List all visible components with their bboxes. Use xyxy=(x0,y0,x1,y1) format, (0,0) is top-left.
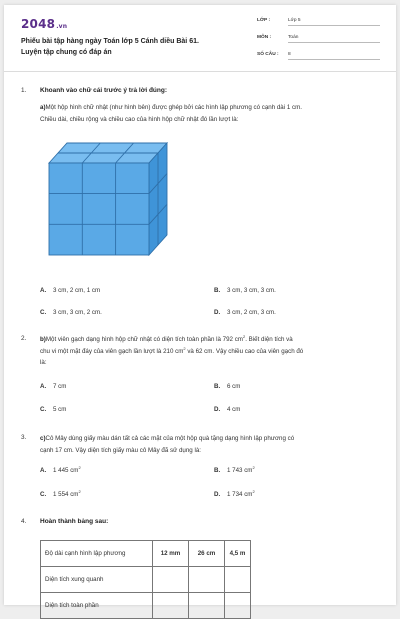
answer-cell[interactable] xyxy=(189,567,225,593)
question-2-number: 2. xyxy=(21,335,27,342)
table-row xyxy=(41,567,251,593)
header-divider xyxy=(4,71,396,72)
answer-cell[interactable] xyxy=(153,593,189,619)
q3-option-a[interactable]: A. 1 445 $cm^2$ xyxy=(40,464,81,474)
meta-class-label: LỚP : xyxy=(257,18,271,23)
meta-count-label: SỐ CÂU : xyxy=(257,52,279,57)
table-row xyxy=(41,593,251,619)
answer-cell[interactable] xyxy=(153,567,189,593)
question-1-heading: Khoanh vào chữ cái trước ý trả lời đúng: xyxy=(40,87,168,94)
site-logo[interactable]: 2048.vn xyxy=(21,17,68,31)
question-1-text: a)Một hộp hình chữ nhật (như hình bên) được ghép bởi các hình lập phương có cạnh dài 1 cm. Chiều dài, chiều rộng và chiều cao của hình hộp chữ nhật đó lần lượt là: xyxy=(40,104,302,123)
table-row-label: Diện tích toàn phần xyxy=(41,593,153,619)
question-2-text: b)Một viên gạch dạng hình hộp chữ nhật có diện tích toàn phần là 792 $cm^2$. Biết diện tích và chu vi một mặt đáy của viên gạch lần lượt là 210 $cm^2$ và 62 cm. Vậy chiều cao của viên gạch đó là: xyxy=(40,333,304,366)
q1-option-c[interactable]: C. 3 cm, 3 cm, 2 cm. xyxy=(40,309,102,316)
table-col-3: 4,5 m xyxy=(225,541,251,567)
cube-area-table xyxy=(40,540,251,619)
q2-option-c[interactable]: C. 5 cm xyxy=(40,406,67,413)
answer-cell[interactable] xyxy=(189,593,225,619)
table-row-label: Diện tích xung quanh xyxy=(41,567,153,593)
meta-count-value: 8 xyxy=(288,52,380,60)
question-4-number: 4. xyxy=(21,518,27,525)
q1-option-a[interactable]: A. 3 cm, 2 cm, 1 cm xyxy=(40,287,101,294)
table-header-label: Độ dài cạnh hình lập phương xyxy=(41,541,153,567)
q2-option-b[interactable]: B. 6 cm xyxy=(214,383,241,390)
meta-class-value: Lớp 5 xyxy=(288,18,380,26)
q2-option-d[interactable]: D. 4 cm xyxy=(214,406,241,413)
question-3-text: c)Cô Mây dùng giấy màu dán tất cả các mặt của một hộp quà tặng dạng hình lập phương có cạnh 17 cm. Vậy diện tích giấy màu cô Mây đã sử dụng là: xyxy=(40,435,295,454)
meta-subject-value: Toán xyxy=(288,35,380,43)
table-col-1: 12 mm xyxy=(153,541,189,567)
q1-option-d[interactable]: D. 3 cm, 2 cm, 3 cm. xyxy=(214,309,276,316)
q1-option-b[interactable]: B. 3 cm, 3 cm, 3 cm. xyxy=(214,287,276,294)
question-3-number: 3. xyxy=(21,434,27,441)
q3-option-d[interactable]: D. 1 734 $cm^2$ xyxy=(214,488,255,498)
q3-option-c[interactable]: C. 1 554 $cm^2$ xyxy=(40,488,81,498)
table-col-2: 26 cm xyxy=(189,541,225,567)
question-4-heading: Hoàn thành bảng sau: xyxy=(40,518,109,525)
cuboid-figure xyxy=(44,135,179,265)
table-header-row xyxy=(41,541,251,567)
meta-subject-label: MÔN : xyxy=(257,35,272,40)
q2-option-a[interactable]: A. 7 cm xyxy=(40,383,67,390)
answer-cell[interactable] xyxy=(225,567,251,593)
question-1-number: 1. xyxy=(21,87,27,94)
q3-option-b[interactable]: B. 1 743 $cm^2$ xyxy=(214,464,255,474)
worksheet-title: Phiếu bài tập hàng ngày Toán lớp 5 Cánh diều Bài 61. Luyện tập chung có đáp án xyxy=(21,38,199,56)
answer-cell[interactable] xyxy=(225,593,251,619)
worksheet-page xyxy=(4,5,396,609)
